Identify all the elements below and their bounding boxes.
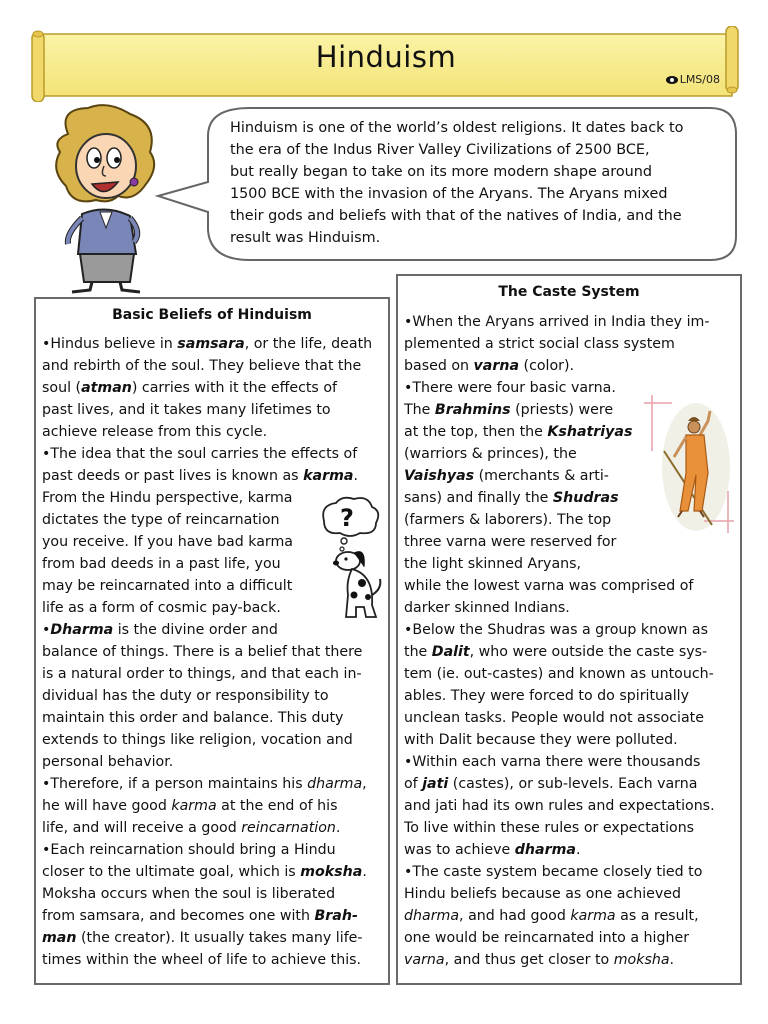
text-run: (farmers & laborers). The top [404, 512, 612, 528]
intro-line: the era of the Indus River Valley Civilizations of 2500 BCE, [230, 142, 650, 158]
text-run: may be reincarnated into a difficult [42, 578, 293, 594]
text-run: was to achieve [404, 842, 515, 858]
text-run: (the creator). It usually takes many life- [76, 930, 363, 946]
text-run: life as a form of cosmic pay-back. [42, 600, 281, 616]
intro-line: Hinduism is one of the world’s oldest religions. It dates back to [230, 120, 684, 136]
emphasized-term: Shudras [552, 490, 619, 506]
thinking-dog-icon [316, 495, 386, 621]
beliefs-line [42, 619, 388, 641]
text-run: • [42, 622, 51, 638]
text-run: •There were four basic varna. [404, 380, 616, 396]
caste-system-panel [396, 274, 742, 985]
emphasized-term: karma [570, 908, 616, 924]
beliefs-heading: Basic Beliefs of Hinduism [112, 307, 312, 323]
text-run: , [362, 776, 367, 792]
beliefs-line [42, 443, 388, 465]
emphasized-term: dharma [307, 776, 363, 792]
caste-line [404, 597, 740, 619]
beliefs-line [42, 839, 388, 861]
text-run: (warriors & princes), the [404, 446, 577, 462]
text-run: (castes), or sub-levels. Each varna [448, 776, 698, 792]
text-run: (merchants & arti- [474, 468, 609, 484]
caste-line [404, 751, 740, 773]
text-run: , and thus get closer to [444, 952, 614, 968]
text-run: from bad deeds in a past life, you [42, 556, 281, 572]
caste-line [404, 311, 740, 333]
text-run: and rebirth of the soul. They believe that the [42, 358, 362, 374]
beliefs-line [42, 773, 388, 795]
caste-line [404, 839, 740, 861]
caste-line [404, 949, 740, 971]
emphasized-term: Kshatriyas [547, 424, 633, 440]
caste-line [404, 729, 740, 751]
beliefs-line [42, 685, 388, 707]
text-run: . [362, 864, 367, 880]
text-run: from samsara, and becomes one with [42, 908, 315, 924]
beliefs-line [42, 421, 388, 443]
page-title: Hinduism [315, 40, 457, 74]
text-run: darker skinned Indians. [404, 600, 570, 616]
emphasized-term: man [42, 930, 77, 946]
beliefs-line [42, 465, 388, 487]
text-run: From the Hindu perspective, karma [42, 490, 293, 506]
emphasized-term: Dalit [431, 644, 470, 660]
text-run: life, and will receive a good [42, 820, 242, 836]
caste-line [404, 333, 740, 355]
beliefs-line [42, 663, 388, 685]
text-run: at the end of his [216, 798, 338, 814]
caste-line [404, 817, 740, 839]
beliefs-line [42, 377, 388, 399]
text-run: the [404, 644, 432, 660]
text-run: is a natural order to things, and that each in- [42, 666, 362, 682]
credit-text: LMS/08 [679, 73, 720, 86]
basic-beliefs-panel [34, 297, 390, 985]
emphasized-term: Brah- [314, 908, 358, 924]
text-run: ) carries with it the effects of [131, 380, 338, 396]
text-run: soul ( [42, 380, 82, 396]
text-run: one would be reincarnated into a higher [404, 930, 690, 946]
emphasized-term: reincarnation [241, 820, 336, 836]
credit [666, 73, 720, 86]
text-run: personal behavior. [42, 754, 174, 770]
priest-figure-icon [644, 391, 734, 533]
caste-line [404, 553, 740, 575]
text-run: (color). [519, 358, 575, 374]
beliefs-line [42, 751, 388, 773]
emphasized-term: Dharma [50, 622, 114, 638]
text-run: the light skinned Aryans, [404, 556, 582, 572]
beliefs-line [42, 817, 388, 839]
text-run: Hindu beliefs because as one achieved [404, 886, 681, 902]
caste-heading: The Caste System [498, 284, 640, 300]
emphasized-term: samsara [177, 336, 245, 352]
text-run: •Therefore, if a person maintains his [42, 776, 308, 792]
beliefs-line [42, 905, 388, 927]
emphasized-term: Brahmins [434, 402, 511, 418]
text-run: of [404, 776, 423, 792]
text-run: plemented a strict social class system [404, 336, 675, 352]
text-run: unclean tasks. People would not associate [404, 710, 704, 726]
text-run: past deeds or past lives is known as [42, 468, 304, 484]
caste-line [404, 641, 740, 663]
text-run: , who were outside the caste sys- [469, 644, 708, 660]
caste-line [404, 575, 740, 597]
caste-line [404, 355, 740, 377]
caste-line [404, 663, 740, 685]
text-run: achieve release from this cycle. [42, 424, 268, 440]
caste-line [404, 905, 740, 927]
text-run: past lives, and it takes many lifetimes to [42, 402, 331, 418]
text-run: three varna were reserved for [404, 534, 617, 550]
caste-line [404, 861, 740, 883]
text-run: as a result, [615, 908, 699, 924]
caste-line [404, 795, 740, 817]
eye-icon [666, 76, 678, 84]
text-run: dividual has the duty or responsibility to [42, 688, 329, 704]
text-run: , or the life, death [244, 336, 373, 352]
text-run: while the lowest varna was comprised of [404, 578, 694, 594]
text-run: •Below the Shudras was a group known as [404, 622, 708, 638]
beliefs-body [42, 333, 388, 971]
intro-line: result was Hinduism. [230, 230, 381, 246]
text-run: at the top, then the [404, 424, 548, 440]
text-run: ables. They were forced to do spiritually [404, 688, 689, 704]
beliefs-line [42, 883, 388, 905]
text-run: . [335, 820, 341, 836]
text-run: •Within each varna there were thousands [404, 754, 701, 770]
text-run: is the divine order and [113, 622, 278, 638]
text-run: sans) and finally the [404, 490, 553, 506]
emphasized-term: varna [473, 358, 520, 374]
beliefs-line [42, 641, 388, 663]
text-run: To live within these rules or expectations [404, 820, 695, 836]
emphasized-term: dharma [514, 842, 576, 858]
title-banner [30, 26, 742, 102]
beliefs-line [42, 333, 388, 355]
text-run: •The idea that the soul carries the effects of [42, 446, 358, 462]
emphasized-term: varna [404, 952, 445, 968]
text-run: and jati had its own rules and expectations. [404, 798, 715, 814]
text-run: tem (ie. out-castes) and known as untouch- [404, 666, 714, 682]
text-run: dictates the type of reincarnation [42, 512, 280, 528]
intro-line: 1500 BCE with the invasion of the Aryans. The Aryans mixed [230, 186, 668, 202]
text-run: balance of things. There is a belief that there [42, 644, 363, 660]
text-run: •When the Aryans arrived in India they im- [404, 314, 710, 330]
emphasized-term: dharma [404, 908, 460, 924]
text-run: closer to the ultimate goal, which is [42, 864, 301, 880]
emphasized-term: moksha [300, 864, 363, 880]
question-mark-icon: ? [340, 504, 354, 532]
caste-line [404, 927, 740, 949]
beliefs-line [42, 795, 388, 817]
text-run: , and had good [459, 908, 571, 924]
text-run: The [404, 402, 435, 418]
text-run: . [669, 952, 675, 968]
caste-line [404, 883, 740, 905]
emphasized-term: karma [171, 798, 217, 814]
caste-line [404, 707, 740, 729]
text-run: maintain this order and balance. This duty [42, 710, 344, 726]
text-run: times within the wheel of life to achieve this. [42, 952, 362, 968]
text-run: •Hindus believe in [42, 336, 178, 352]
text-run: •The caste system became closely tied to [404, 864, 703, 880]
caste-line [404, 531, 740, 553]
emphasized-term: moksha [613, 952, 670, 968]
text-run: you receive. If you have bad karma [42, 534, 294, 550]
emphasized-term: jati [422, 776, 449, 792]
text-run: he will have good [42, 798, 172, 814]
beliefs-line [42, 707, 388, 729]
emphasized-term: karma [303, 468, 354, 484]
beliefs-line [42, 399, 388, 421]
cartoon-girl-icon [38, 104, 166, 294]
text-run: . [353, 468, 358, 484]
text-run: based on [404, 358, 474, 374]
intro-speech-bubble [150, 104, 740, 266]
text-run: with Dalit because they were polluted. [404, 732, 678, 748]
text-run: . [575, 842, 581, 858]
text-run: Moksha occurs when the soul is liberated [42, 886, 336, 902]
beliefs-line [42, 729, 388, 751]
caste-line [404, 685, 740, 707]
emphasized-term: atman [81, 380, 132, 396]
text-run: •Each reincarnation should bring a Hindu [42, 842, 336, 858]
beliefs-line [42, 355, 388, 377]
intro-text [230, 117, 720, 249]
beliefs-line [42, 927, 388, 949]
beliefs-line [42, 861, 388, 883]
caste-line [404, 773, 740, 795]
intro-line: their gods and beliefs with that of the natives of India, and the [230, 208, 682, 224]
text-run: (priests) were [510, 402, 614, 418]
emphasized-term: Vaishyas [404, 468, 475, 484]
caste-line [404, 619, 740, 641]
beliefs-line [42, 949, 388, 971]
intro-line: but really began to take on its more modern shape around [230, 164, 653, 180]
text-run: extends to things like religion, vocation and [42, 732, 353, 748]
